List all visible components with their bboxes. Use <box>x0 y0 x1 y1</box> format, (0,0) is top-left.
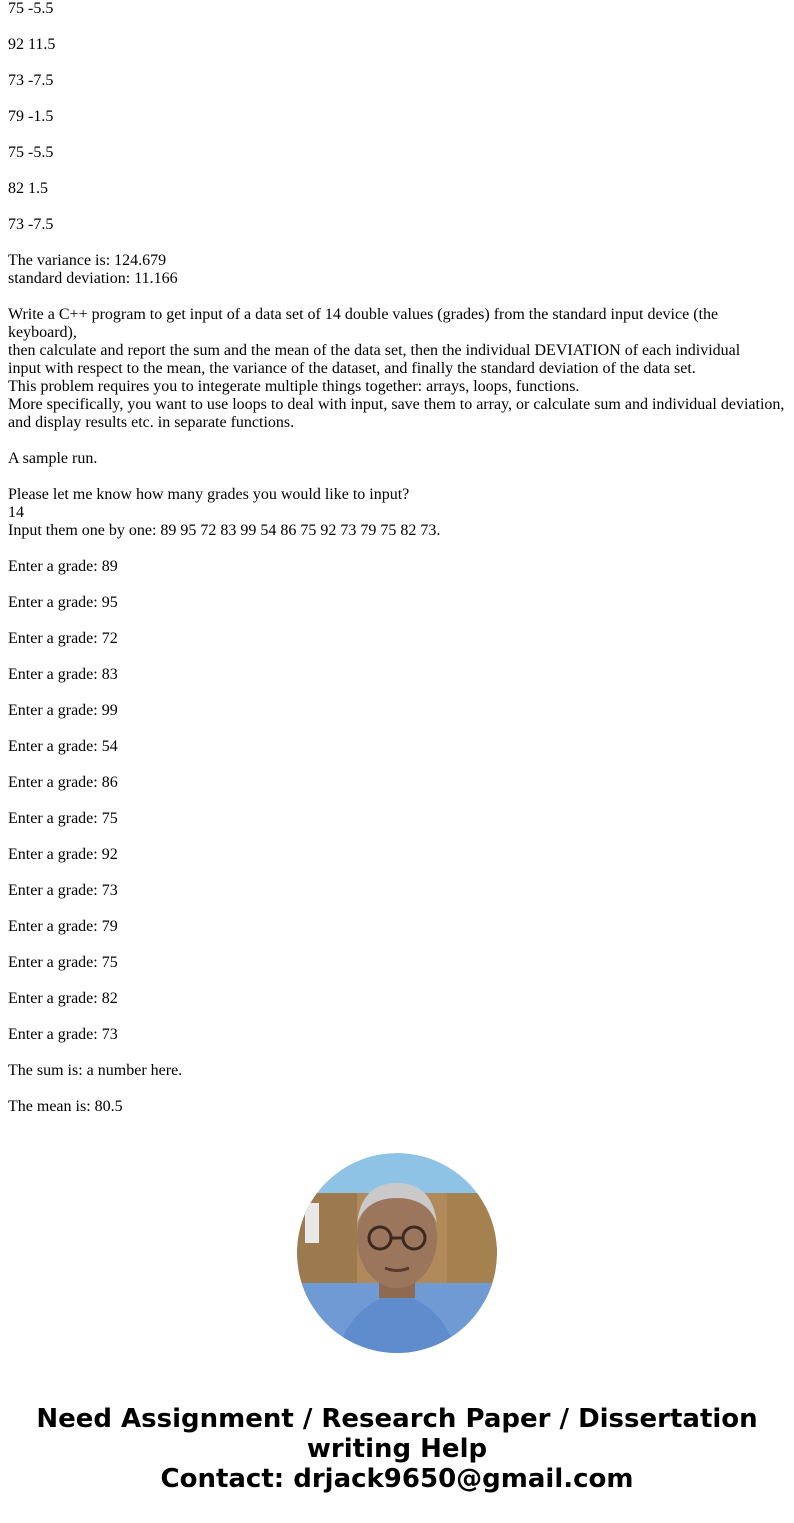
problem-line-4: This problem requires you to integerate multiple things together: arrays, loops, functions. <box>8 378 580 395</box>
deviation-line: 79 -1.5 <box>8 108 54 125</box>
prompt-question: Please let me know how many grades you would like to input? <box>8 486 410 503</box>
deviation-line: 73 -7.5 <box>8 216 54 233</box>
problem-line-5: More specifically, you want to use loops to deal with input, save them to array, or calculate sum and individual deviation, and display results etc. in separate functions. <box>8 396 785 431</box>
deviation-list <box>8 0 788 252</box>
problem-line-1: Write a C++ program to get input of a data set of 14 double values (grades) from the standard input device (the keyboard), <box>8 306 719 341</box>
problem-line-3: input with respect to the mean, the variance of the dataset, and finally the standard deviation of the data set. <box>8 360 696 377</box>
grade-entry-line: Enter a grade: 73 <box>8 882 118 899</box>
grade-entry-line: Enter a grade: 79 <box>8 918 118 935</box>
grade-entry-line: Enter a grade: 75 <box>8 810 118 827</box>
banner-line-2: writing Help <box>306 1434 488 1464</box>
prompt-answer: 14 <box>8 504 24 521</box>
problem-line-2: then calculate and report the sum and the mean of the data set, then the individual DEVIATION of each individual <box>8 342 741 359</box>
banner-line-3: Contact: drjack9650@gmail.com <box>160 1464 634 1494</box>
deviation-line: 92 11.5 <box>8 36 56 53</box>
grade-entry-line: Enter a grade: 86 <box>8 774 118 791</box>
stddev-line: standard deviation: 11.166 <box>8 270 178 287</box>
sample-run-label: A sample run. <box>8 450 98 467</box>
grade-entry-line: Enter a grade: 92 <box>8 846 118 863</box>
input-instruction: Input them one by one: 89 95 72 83 99 54 86 75 92 73 79 75 82 73. <box>8 522 441 539</box>
deviation-line: 75 -5.5 <box>8 0 54 17</box>
sum-line: The sum is: a number here. <box>8 1062 183 1079</box>
variance-line: The variance is: 124.679 <box>8 252 167 269</box>
grade-entry-line: Enter a grade: 75 <box>8 954 118 971</box>
grade-entry-line: Enter a grade: 73 <box>8 1026 118 1043</box>
grade-entry-line: Enter a grade: 83 <box>8 666 118 683</box>
grade-entry-line: Enter a grade: 89 <box>8 558 118 575</box>
grade-entry-line: Enter a grade: 82 <box>8 990 118 1007</box>
banner-line-1: Need Assignment / Research Paper / Dissertation <box>36 1404 758 1434</box>
grade-entry-line: Enter a grade: 72 <box>8 630 118 647</box>
deviation-line: 75 -5.5 <box>8 144 54 161</box>
document-body <box>8 0 788 1116</box>
grade-entry-line: Enter a grade: 99 <box>8 702 118 719</box>
mean-line: The mean is: 80.5 <box>8 1098 123 1115</box>
grade-entry-line: Enter a grade: 95 <box>8 594 118 611</box>
grade-entry-list <box>8 558 788 1062</box>
author-avatar <box>297 1153 497 1353</box>
deviation-line: 73 -7.5 <box>8 72 54 89</box>
contact-banner <box>0 1404 794 1494</box>
deviation-line: 82 1.5 <box>8 180 48 197</box>
grade-entry-line: Enter a grade: 54 <box>8 738 118 755</box>
problem-statement <box>8 306 788 432</box>
